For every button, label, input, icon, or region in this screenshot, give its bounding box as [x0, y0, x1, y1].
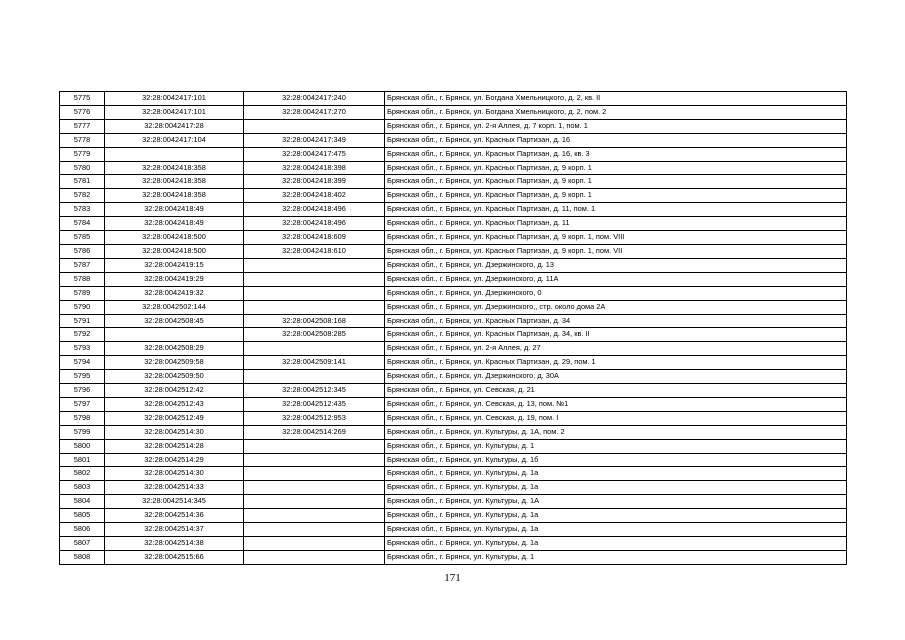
object-cadastral-number-cell — [244, 370, 385, 384]
row-number-cell: 5808 — [60, 550, 105, 564]
address-cell: Брянская обл., г. Брянск, ул. Красных Партизан, д. 11, пом. 1 — [385, 203, 847, 217]
address-cell: Брянская обл., г. Брянск, ул. Красных Партизан, д. 9 корп. 1 — [385, 189, 847, 203]
row-number-cell: 5797 — [60, 397, 105, 411]
address-cell: Брянская обл., г. Брянск, ул. Культуры, д. 1А, пом. 2 — [385, 425, 847, 439]
row-number-cell: 5792 — [60, 328, 105, 342]
object-cadastral-number-cell: 32:28:0042417:349 — [244, 133, 385, 147]
table-row — [60, 203, 847, 217]
row-number-cell: 5782 — [60, 189, 105, 203]
table-row — [60, 147, 847, 161]
object-cadastral-number-cell: 32:28:0042417:475 — [244, 147, 385, 161]
address-cell: Брянская обл., г. Брянск, ул. Культуры, д. 1а — [385, 523, 847, 537]
object-cadastral-number-cell: 32:28:0042417:240 — [244, 92, 385, 106]
row-number-cell: 5799 — [60, 425, 105, 439]
row-number-cell: 5779 — [60, 147, 105, 161]
address-cell: Брянская обл., г. Брянск, ул. Красных Партизан, д. 9 корп. 1 — [385, 161, 847, 175]
address-cell: Брянская обл., г. Брянск, ул. Культуры, д. 1А — [385, 495, 847, 509]
table-row — [60, 314, 847, 328]
address-cell: Брянская обл., г. Брянск, ул. Красных Партизан, д. 34, кв. II — [385, 328, 847, 342]
land-cadastral-number-cell: 32:28:0042417:28 — [105, 119, 244, 133]
object-cadastral-number-cell — [244, 258, 385, 272]
land-cadastral-number-cell — [105, 147, 244, 161]
row-number-cell: 5791 — [60, 314, 105, 328]
table-row — [60, 286, 847, 300]
land-cadastral-number-cell: 32:28:0042512:49 — [105, 411, 244, 425]
land-cadastral-number-cell: 32:28:0042512:43 — [105, 397, 244, 411]
table-row — [60, 550, 847, 564]
row-number-cell: 5807 — [60, 537, 105, 551]
table-row — [60, 384, 847, 398]
address-cell: Брянская обл., г. Брянск, ул. Культуры, д. 1б — [385, 453, 847, 467]
object-cadastral-number-cell — [244, 467, 385, 481]
row-number-cell: 5776 — [60, 105, 105, 119]
land-cadastral-number-cell: 32:28:0042502:144 — [105, 300, 244, 314]
row-number-cell: 5781 — [60, 175, 105, 189]
address-cell: Брянская обл., г. Брянск, ул. Богдана Хмельницкого, д. 2, кв. II — [385, 92, 847, 106]
object-cadastral-number-cell: 32:28:0042418:496 — [244, 217, 385, 231]
row-number-cell: 5780 — [60, 161, 105, 175]
address-cell: Брянская обл., г. Брянск, ул. 2-я Аллея, д. 27 — [385, 342, 847, 356]
object-cadastral-number-cell — [244, 342, 385, 356]
row-number-cell: 5777 — [60, 119, 105, 133]
land-cadastral-number-cell: 32:28:0042512:42 — [105, 384, 244, 398]
table-row — [60, 328, 847, 342]
object-cadastral-number-cell — [244, 481, 385, 495]
table-row — [60, 133, 847, 147]
land-cadastral-number-cell: 32:28:0042417:101 — [105, 92, 244, 106]
row-number-cell: 5794 — [60, 356, 105, 370]
object-cadastral-number-cell: 32:28:0042417:270 — [244, 105, 385, 119]
land-cadastral-number-cell: 32:28:0042418:358 — [105, 161, 244, 175]
address-cell: Брянская обл., г. Брянск, ул. Севская, д. 13, пом. №1 — [385, 397, 847, 411]
row-number-cell: 5789 — [60, 286, 105, 300]
land-cadastral-number-cell: 32:28:0042508:29 — [105, 342, 244, 356]
address-cell: Брянская обл., г. Брянск, ул. Севская, д. 19, пом. I — [385, 411, 847, 425]
object-cadastral-number-cell: 32:28:0042509:141 — [244, 356, 385, 370]
row-number-cell: 5803 — [60, 481, 105, 495]
object-cadastral-number-cell — [244, 300, 385, 314]
table-row — [60, 425, 847, 439]
land-cadastral-number-cell: 32:28:0042514:345 — [105, 495, 244, 509]
address-cell: Брянская обл., г. Брянск, ул. Культуры, д. 1а — [385, 467, 847, 481]
object-cadastral-number-cell — [244, 453, 385, 467]
table-row — [60, 342, 847, 356]
address-cell: Брянская обл., г. Брянск, ул. Богдана Хмельницкого, д. 2, пом. 2 — [385, 105, 847, 119]
land-cadastral-number-cell: 32:28:0042508:45 — [105, 314, 244, 328]
table-row — [60, 411, 847, 425]
table-row — [60, 467, 847, 481]
object-cadastral-number-cell — [244, 523, 385, 537]
address-cell: Брянская обл., г. Брянск, ул. Культуры, д. 1а — [385, 509, 847, 523]
land-cadastral-number-cell: 32:28:0042515:66 — [105, 550, 244, 564]
row-number-cell: 5801 — [60, 453, 105, 467]
table-row — [60, 105, 847, 119]
land-cadastral-number-cell: 32:28:0042417:101 — [105, 105, 244, 119]
address-cell: Брянская обл., г. Брянск, ул. Дзержинского, д. 30А — [385, 370, 847, 384]
row-number-cell: 5800 — [60, 439, 105, 453]
row-number-cell: 5788 — [60, 272, 105, 286]
table-row — [60, 119, 847, 133]
table-row — [60, 509, 847, 523]
land-cadastral-number-cell: 32:28:0042417:104 — [105, 133, 244, 147]
land-cadastral-number-cell: 32:28:0042419:15 — [105, 258, 244, 272]
land-cadastral-number-cell: 32:28:0042514:29 — [105, 453, 244, 467]
property-table-body — [60, 92, 847, 565]
object-cadastral-number-cell: 32:28:0042512:345 — [244, 384, 385, 398]
row-number-cell: 5804 — [60, 495, 105, 509]
table-row — [60, 92, 847, 106]
table-row — [60, 175, 847, 189]
address-cell: Брянская обл., г. Брянск, ул. Дзержинского, 0 — [385, 286, 847, 300]
row-number-cell: 5785 — [60, 231, 105, 245]
table-row — [60, 397, 847, 411]
land-cadastral-number-cell: 32:28:0042509:58 — [105, 356, 244, 370]
row-number-cell: 5786 — [60, 244, 105, 258]
object-cadastral-number-cell — [244, 119, 385, 133]
address-cell: Брянская обл., г. Брянск, ул. Дзержинского, д. 11А — [385, 272, 847, 286]
object-cadastral-number-cell — [244, 537, 385, 551]
table-row — [60, 370, 847, 384]
land-cadastral-number-cell: 32:28:0042418:49 — [105, 217, 244, 231]
address-cell: Брянская обл., г. Брянск, ул. Красных Партизан, д. 29, пом. 1 — [385, 356, 847, 370]
object-cadastral-number-cell — [244, 439, 385, 453]
land-cadastral-number-cell: 32:28:0042418:358 — [105, 175, 244, 189]
address-cell: Брянская обл., г. Брянск, ул. Красных Партизан, д. 9 корп. 1, пом. VIII — [385, 231, 847, 245]
address-cell: Брянская обл., г. Брянск, ул. Дзержинского,, стр. около дома 2А — [385, 300, 847, 314]
object-cadastral-number-cell — [244, 550, 385, 564]
object-cadastral-number-cell — [244, 509, 385, 523]
object-cadastral-number-cell — [244, 272, 385, 286]
table-row — [60, 258, 847, 272]
object-cadastral-number-cell: 32:28:0042514:269 — [244, 425, 385, 439]
table-row — [60, 231, 847, 245]
land-cadastral-number-cell: 32:28:0042419:32 — [105, 286, 244, 300]
address-cell: Брянская обл., г. Брянск, ул. Красных Партизан, д. 16 — [385, 133, 847, 147]
object-cadastral-number-cell: 32:28:0042508:168 — [244, 314, 385, 328]
object-cadastral-number-cell — [244, 495, 385, 509]
object-cadastral-number-cell: 32:28:0042418:609 — [244, 231, 385, 245]
land-cadastral-number-cell: 32:28:0042514:37 — [105, 523, 244, 537]
address-cell: Брянская обл., г. Брянск, ул. Культуры, д. 1 — [385, 550, 847, 564]
land-cadastral-number-cell: 32:28:0042514:36 — [105, 509, 244, 523]
land-cadastral-number-cell: 32:28:0042509:50 — [105, 370, 244, 384]
object-cadastral-number-cell: 32:28:0042418:402 — [244, 189, 385, 203]
land-cadastral-number-cell: 32:28:0042514:28 — [105, 439, 244, 453]
address-cell: Брянская обл., г. Брянск, ул. Культуры, д. 1а — [385, 537, 847, 551]
page-number: 171 — [444, 572, 461, 584]
land-cadastral-number-cell: 32:28:0042418:358 — [105, 189, 244, 203]
land-cadastral-number-cell: 32:28:0042514:33 — [105, 481, 244, 495]
row-number-cell: 5784 — [60, 217, 105, 231]
object-cadastral-number-cell: 32:28:0042508:285 — [244, 328, 385, 342]
table-row — [60, 523, 847, 537]
land-cadastral-number-cell: 32:28:0042418:500 — [105, 244, 244, 258]
row-number-cell: 5796 — [60, 384, 105, 398]
property-table — [59, 91, 847, 565]
row-number-cell: 5787 — [60, 258, 105, 272]
object-cadastral-number-cell: 32:28:0042418:398 — [244, 161, 385, 175]
address-cell: Брянская обл., г. Брянск, ул. Красных Партизан, д. 9 корп. 1 — [385, 175, 847, 189]
address-cell: Брянская обл., г. Брянск, ул. Культуры, д. 1 — [385, 439, 847, 453]
row-number-cell: 5790 — [60, 300, 105, 314]
address-cell: Брянская обл., г. Брянск, ул. Севская, д. 21 — [385, 384, 847, 398]
address-cell: Брянская обл., г. Брянск, ул. 2-я Аллея, д. 7 корп. 1, пом. 1 — [385, 119, 847, 133]
row-number-cell: 5795 — [60, 370, 105, 384]
object-cadastral-number-cell: 32:28:0042512:953 — [244, 411, 385, 425]
address-cell: Брянская обл., г. Брянск, ул. Красных Партизан, д. 34 — [385, 314, 847, 328]
land-cadastral-number-cell: 32:28:0042514:38 — [105, 537, 244, 551]
land-cadastral-number-cell: 32:28:0042418:49 — [105, 203, 244, 217]
land-cadastral-number-cell: 32:28:0042418:500 — [105, 231, 244, 245]
object-cadastral-number-cell: 32:28:0042512:435 — [244, 397, 385, 411]
land-cadastral-number-cell: 32:28:0042514:30 — [105, 425, 244, 439]
table-row — [60, 244, 847, 258]
row-number-cell: 5805 — [60, 509, 105, 523]
table-row — [60, 300, 847, 314]
row-number-cell: 5806 — [60, 523, 105, 537]
land-cadastral-number-cell: 32:28:0042514:30 — [105, 467, 244, 481]
table-row — [60, 453, 847, 467]
table-row — [60, 189, 847, 203]
object-cadastral-number-cell: 32:28:0042418:399 — [244, 175, 385, 189]
table-row — [60, 537, 847, 551]
address-cell: Брянская обл., г. Брянск, ул. Красных Партизан, д. 11 — [385, 217, 847, 231]
land-cadastral-number-cell — [105, 328, 244, 342]
row-number-cell: 5778 — [60, 133, 105, 147]
table-row — [60, 272, 847, 286]
object-cadastral-number-cell: 32:28:0042418:496 — [244, 203, 385, 217]
row-number-cell: 5775 — [60, 92, 105, 106]
address-cell: Брянская обл., г. Брянск, ул. Культуры, д. 1а — [385, 481, 847, 495]
table-row — [60, 439, 847, 453]
row-number-cell: 5783 — [60, 203, 105, 217]
row-number-cell: 5793 — [60, 342, 105, 356]
address-cell: Брянская обл., г. Брянск, ул. Дзержинского, д. 13 — [385, 258, 847, 272]
address-cell: Брянская обл., г. Брянск, ул. Красных Партизан, д. 16, кв. 3 — [385, 147, 847, 161]
table-row — [60, 161, 847, 175]
land-cadastral-number-cell: 32:28:0042419:29 — [105, 272, 244, 286]
address-cell: Брянская обл., г. Брянск, ул. Красных Партизан, д. 9 корп. 1, пом. VII — [385, 244, 847, 258]
row-number-cell: 5802 — [60, 467, 105, 481]
table-row — [60, 217, 847, 231]
object-cadastral-number-cell: 32:28:0042418:610 — [244, 244, 385, 258]
table-row — [60, 481, 847, 495]
row-number-cell: 5798 — [60, 411, 105, 425]
table-row — [60, 495, 847, 509]
table-row — [60, 356, 847, 370]
object-cadastral-number-cell — [244, 286, 385, 300]
